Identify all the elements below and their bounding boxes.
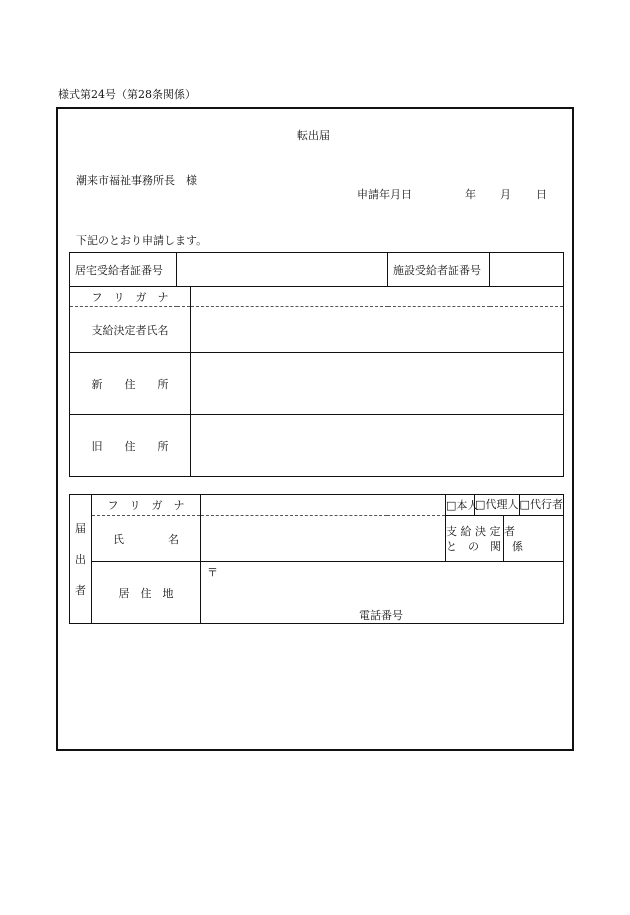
recipient-table (69, 252, 564, 477)
side-label-char-1: 届 (75, 521, 86, 535)
applicant-name-label: 氏 名 (92, 516, 201, 562)
new-address-field[interactable] (191, 353, 564, 415)
checkbox-self[interactable]: □本人 (446, 495, 475, 516)
relation-label-line-1: 支 給 決 定 者 (446, 524, 515, 538)
home-cert-number-field[interactable] (177, 253, 388, 287)
phone-label: 電話番号 (359, 609, 403, 622)
postal-mark: 〒 (207, 566, 218, 579)
relation-label (446, 516, 523, 562)
relation-field[interactable] (504, 516, 564, 562)
applicant-name-field[interactable] (201, 516, 446, 562)
applicant-side-label (70, 495, 92, 624)
applicant-address-label: 居 住 地 (92, 562, 201, 624)
recipient-name-field[interactable] (191, 307, 564, 353)
old-address-field[interactable] (191, 415, 564, 477)
facility-cert-label: 施設受給者証番号 (388, 253, 490, 287)
date-month-label: 月 (500, 188, 511, 201)
old-address-label: 旧 住 所 (70, 415, 191, 477)
side-label-char-2: 出 (75, 552, 86, 566)
agent-checkboxes (475, 495, 564, 516)
side-label-char-3: 者 (75, 583, 86, 597)
intro-text: 下記のとおり申請します。 (76, 234, 208, 247)
form-number: 様式第24号（第28条関係） (58, 88, 196, 101)
form-title: 転出届 (297, 129, 330, 142)
home-cert-label: 居宅受給者証番号 (70, 253, 177, 287)
recipient-furigana-field[interactable] (191, 287, 564, 307)
addressee: 潮来市福祉事務所長 様 (76, 174, 197, 187)
checkbox-agent[interactable]: □代理人 (475, 498, 519, 511)
checkbox-proxy[interactable]: □代行者 (519, 495, 564, 515)
date-day-label: 日 (536, 188, 547, 201)
facility-cert-number-field[interactable] (490, 253, 564, 287)
new-address-label: 新 住 所 (70, 353, 191, 415)
recipient-furigana-label: フ リ ガ ナ (70, 287, 191, 307)
applicant-furigana-label: フ リ ガ ナ (92, 495, 201, 516)
applicant-address-field[interactable] (201, 562, 564, 624)
date-year-label: 年 (465, 188, 476, 201)
relation-label-line-2: と の 関 係 (446, 539, 523, 553)
application-date-label: 申請年月日 (357, 188, 412, 201)
applicant-furigana-field[interactable] (201, 495, 446, 516)
recipient-name-label: 支給決定者氏名 (70, 307, 191, 353)
applicant-table (69, 494, 564, 624)
